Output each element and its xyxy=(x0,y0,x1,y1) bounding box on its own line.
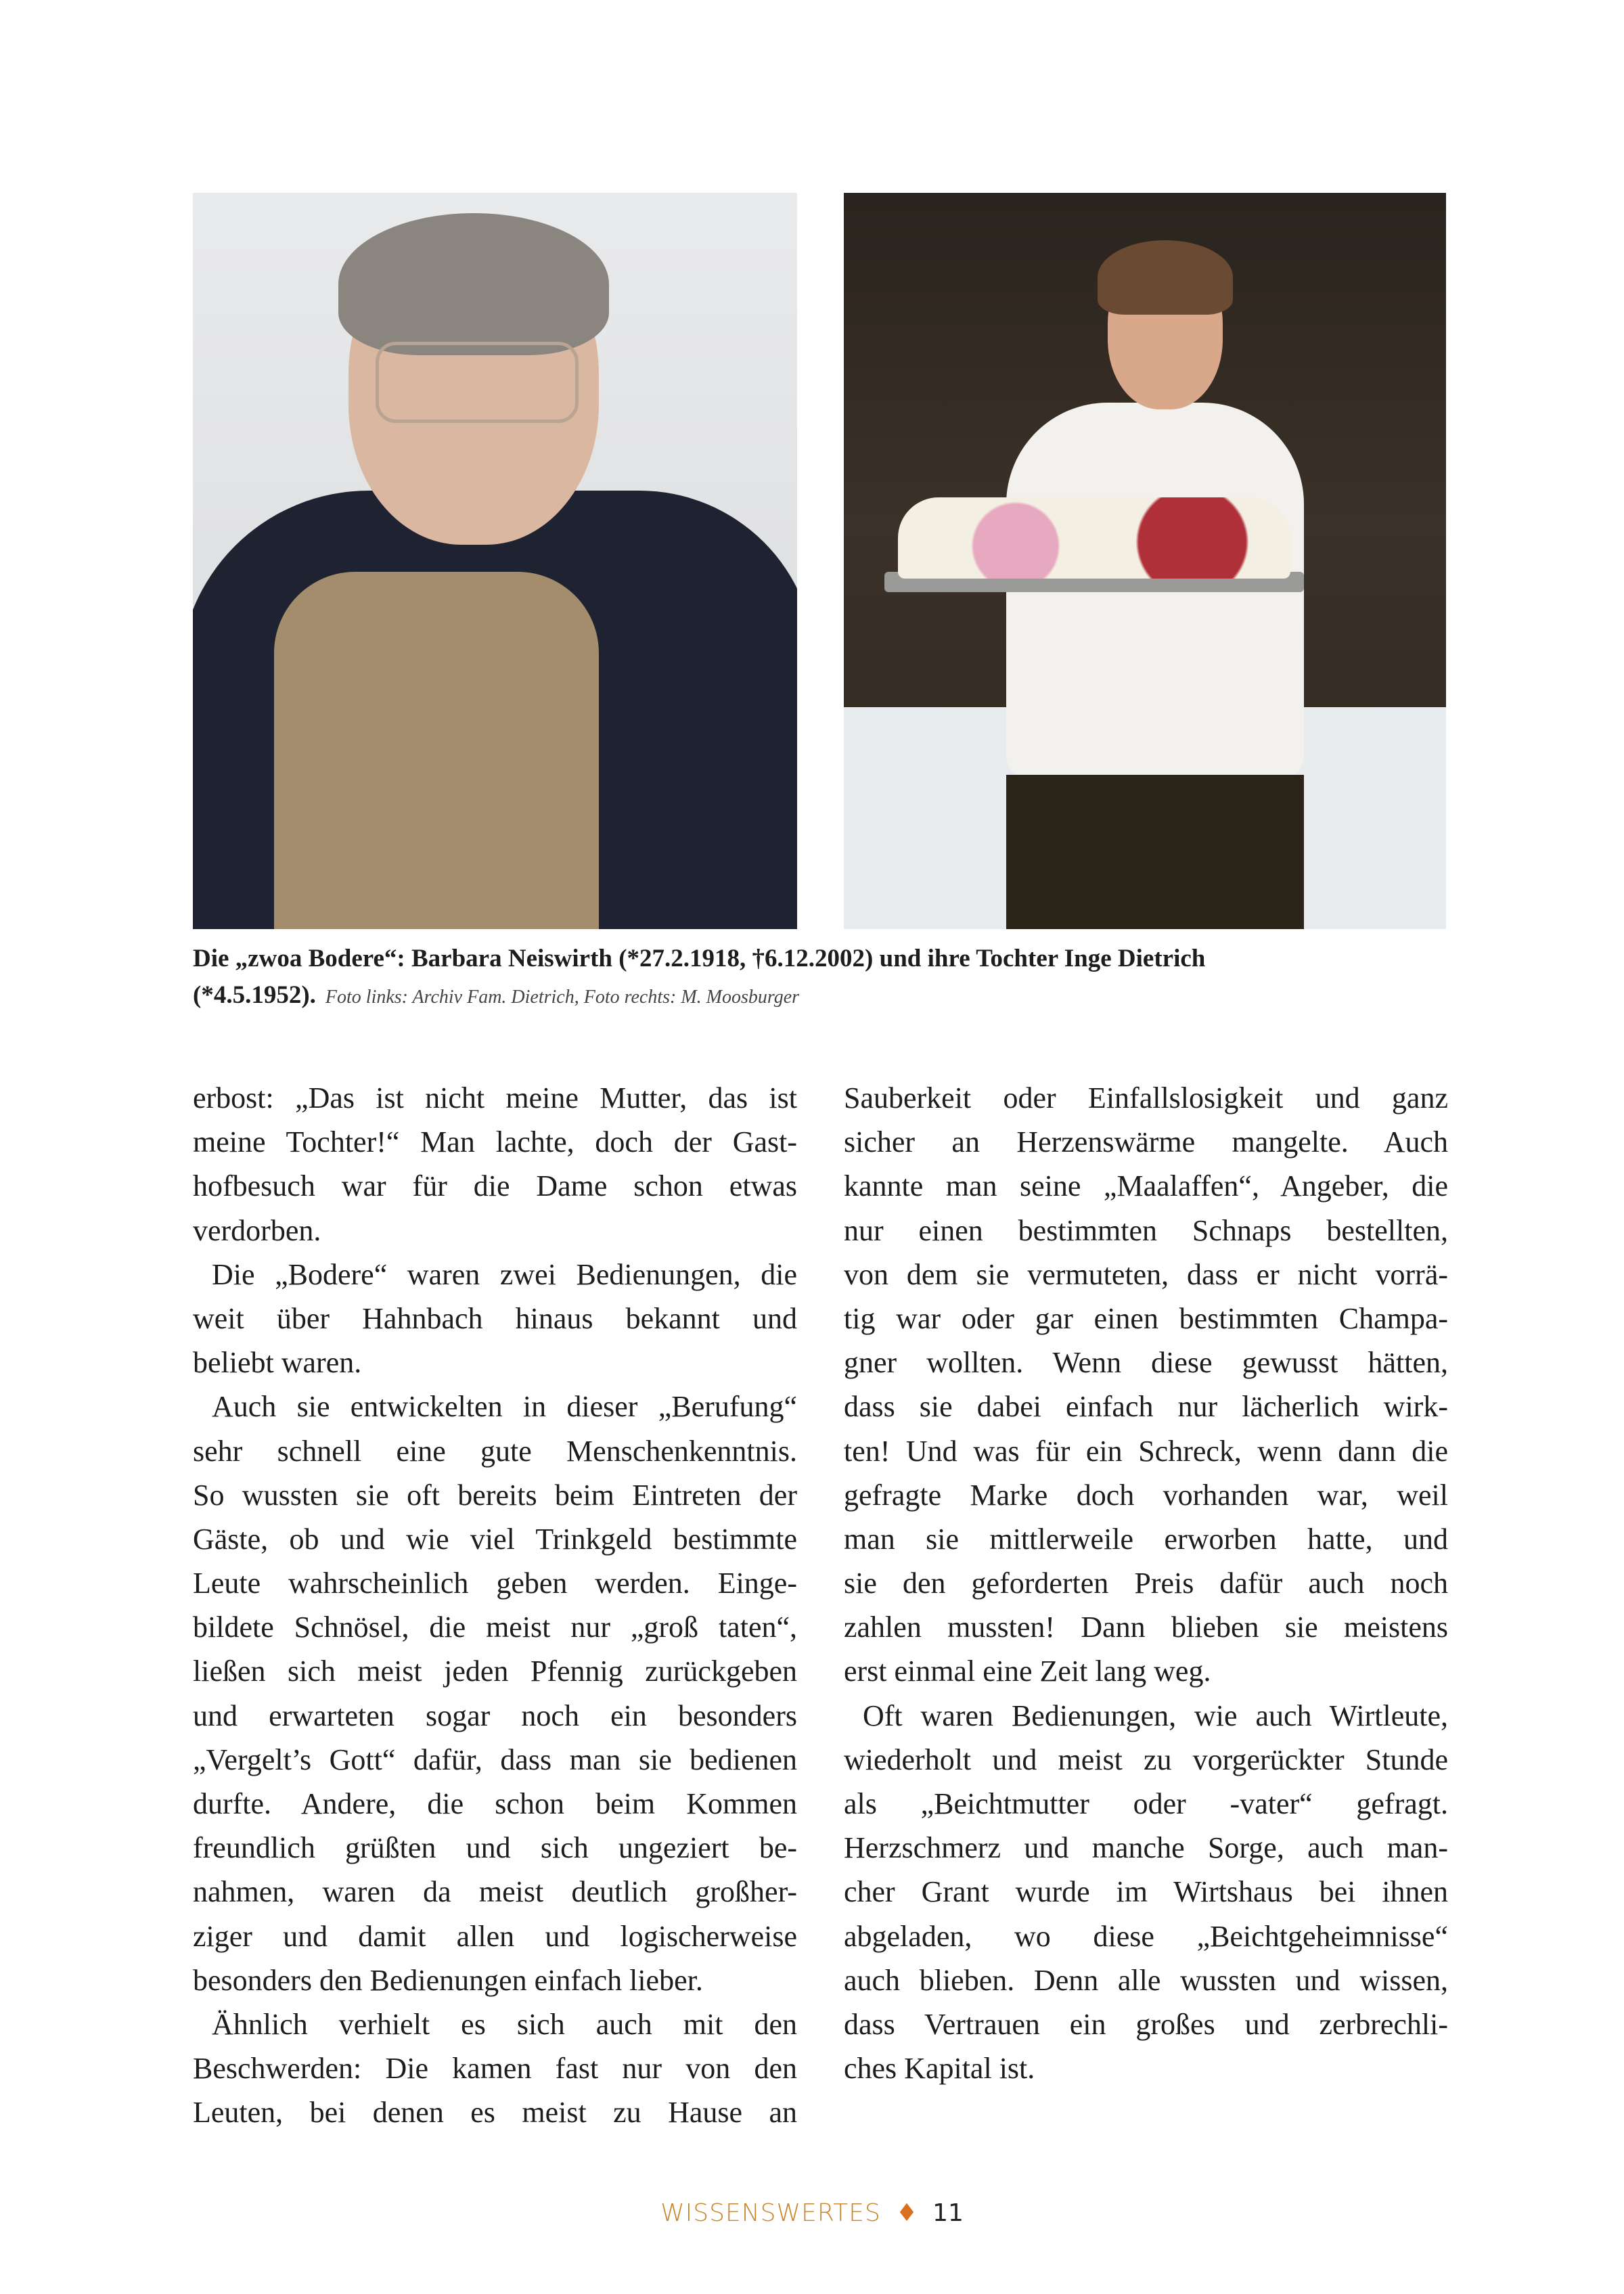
photo-barbara-neiswirth xyxy=(193,193,797,929)
text-line: meine Tochter!“ Man lachte, doch der Gast- xyxy=(193,1125,797,1159)
photo-credit: Foto links: Archiv Fam. Dietrich, Foto rechts: M. Moosburger xyxy=(325,987,800,1008)
text-line: kannte man seine „Maalaffen“, Angeber, die xyxy=(844,1169,1448,1203)
text-line: als „Beichtmutter oder -vater“ gefragt. xyxy=(844,1787,1448,1820)
text-line: verdorben. xyxy=(193,1213,321,1247)
text-line: sie den geforderten Preis dafür auch noch xyxy=(844,1567,1448,1600)
text-line: ches Kapital ist. xyxy=(844,2052,1035,2086)
text-line: ten! Und was für ein Schreck, wenn dann die xyxy=(844,1434,1448,1468)
text-line: gner wollten. Wenn diese gewusst hätten, xyxy=(844,1346,1448,1380)
text-line: gefragte Marke doch vorhanden war, weil xyxy=(844,1478,1448,1512)
page-number: 11 xyxy=(932,2199,964,2227)
text-line: tig war oder gar einen bestimmten Champa- xyxy=(844,1301,1448,1335)
text-line: von dem sie vermuteten, dass er nicht vorrä- xyxy=(844,1257,1448,1291)
text-line: cher Grant wurde im Wirtshaus bei ihnen xyxy=(844,1875,1448,1909)
text-line: Auch sie entwickelten in dieser „Berufung“ xyxy=(212,1390,797,1424)
text-line: besonders den Bedienungen einfach lieber. xyxy=(193,1963,703,1997)
text-line: freundlich grüßten und sich ungeziert be- xyxy=(193,1831,797,1865)
text-line: man sie mittlerweile erworben hatte, und xyxy=(844,1522,1448,1556)
text-line: dass sie dabei einfach nur lächerlich wirk- xyxy=(844,1390,1448,1424)
text-line: beliebt waren. xyxy=(193,1346,362,1380)
photo-inge-dietrich xyxy=(844,193,1446,929)
text-line: hofbesuch war für die Dame schon etwas xyxy=(193,1169,797,1203)
text-line: nahmen, waren da meist deutlich großher- xyxy=(193,1875,797,1909)
text-line: Oft waren Bedienungen, wie auch Wirtleute, xyxy=(863,1699,1448,1732)
text-line: Gäste, ob und wie viel Trinkgeld bestimmte xyxy=(193,1522,797,1556)
text-line: So wussten sie oft bereits beim Eintreten der xyxy=(193,1478,797,1512)
page-footer xyxy=(0,2199,1624,2227)
text-line: erbost: „Das ist nicht meine Mutter, das ist xyxy=(193,1081,797,1115)
text-line: auch blieben. Denn alle wussten und wissen, xyxy=(844,1963,1448,1997)
text-line: Beschwerden: Die kamen fast nur von den xyxy=(193,2052,797,2086)
text-line: und erwarteten sogar noch ein besonders xyxy=(193,1699,797,1732)
caption-line-2: (*4.5.1952). xyxy=(193,981,316,1009)
text-line: wiederholt und meist zu vorgerückter Stunde xyxy=(844,1742,1448,1776)
text-line: Sauberkeit oder Einfallslosigkeit und ganz xyxy=(844,1081,1448,1115)
text-line: „Vergelt’s Gott“ dafür, dass man sie bedienen xyxy=(193,1742,797,1776)
text-line: bildete Schnösel, die meist nur „groß taten“, xyxy=(193,1611,797,1644)
text-line: Herzschmerz und manche Sorge, auch man- xyxy=(844,1831,1448,1865)
diamond-icon: ♦ xyxy=(895,2199,918,2227)
text-line: dass Vertrauen ein großes und zerbrechli- xyxy=(844,2007,1448,2041)
photo-caption xyxy=(193,941,1451,1016)
text-line: ziger und damit allen und logischerweise xyxy=(193,1919,797,1953)
caption-line-1: Die „zwoa Bodere“: Barbara Neiswirth (*27.2.1918, †6.12.2002) und ihre Tochter Inge Dietrich xyxy=(193,945,1206,972)
text-line: ließen sich meist jeden Pfennig zurückgeben xyxy=(193,1655,797,1688)
text-line: Die „Bodere“ waren zwei Bedienungen, die xyxy=(212,1257,797,1291)
text-line: Leute wahrscheinlich geben werden. Einge- xyxy=(193,1567,797,1600)
text-line: zahlen mussten! Dann blieben sie meistens xyxy=(844,1611,1448,1644)
text-line: Leuten, bei denen es meist zu Hause an xyxy=(193,2096,797,2130)
text-line: erst einmal eine Zeit lang weg. xyxy=(844,1655,1211,1688)
text-line: nur einen bestimmten Schnaps bestellten, xyxy=(844,1213,1448,1247)
text-line: sehr schnell eine gute Menschenkenntnis. xyxy=(193,1434,797,1468)
section-title: WISSENSWERTES xyxy=(660,2199,881,2227)
text-line: weit über Hahnbach hinaus bekannt und xyxy=(193,1301,797,1335)
text-line: abgeladen, wo diese „Beichtgeheimnisse“ xyxy=(844,1919,1448,1953)
text-column-right xyxy=(844,1076,1448,2090)
text-line: sicher an Herzenswärme mangelte. Auch xyxy=(844,1125,1448,1159)
text-column-left xyxy=(193,1076,797,2135)
text-line: durfte. Andere, die schon beim Kommen xyxy=(193,1787,797,1820)
text-line: Ähnlich verhielt es sich auch mit den xyxy=(212,2007,797,2041)
